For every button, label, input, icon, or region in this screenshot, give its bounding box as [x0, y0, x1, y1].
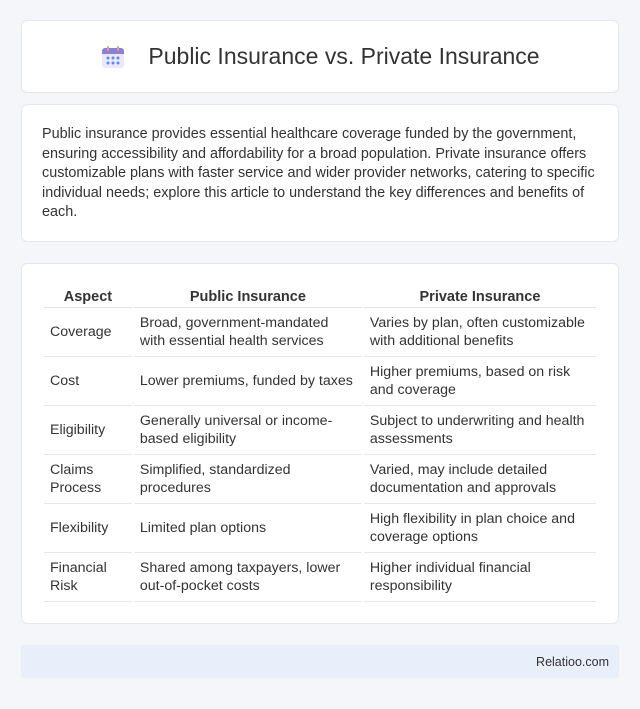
- table-row: [44, 553, 596, 602]
- cell-public: Broad, government-mandated with essential health services: [134, 308, 362, 357]
- cell-public: Generally universal or income-based eligibility: [134, 406, 362, 455]
- cell-aspect: Eligibility: [44, 406, 132, 455]
- footer-bar: [21, 645, 619, 678]
- cell-public: Lower premiums, funded by taxes: [134, 357, 362, 406]
- page-title: Public Insurance vs. Private Insurance: [148, 43, 540, 69]
- table-row: [44, 455, 596, 504]
- cell-private: High flexibility in plan choice and coverage options: [364, 504, 596, 553]
- cell-private: Subject to underwriting and health assessments: [364, 406, 596, 455]
- comparison-table: [42, 284, 598, 602]
- cell-aspect: Cost: [44, 357, 132, 406]
- intro-card: [21, 104, 619, 242]
- header-aspect: Aspect: [44, 284, 132, 308]
- table-row: [44, 357, 596, 406]
- table-row: [44, 308, 596, 357]
- header-public-insurance: Public Insurance: [134, 284, 362, 308]
- cell-private: Higher premiums, based on risk and coverage: [364, 357, 596, 406]
- cell-private: Higher individual financial responsibility: [364, 553, 596, 602]
- table-row: [44, 504, 596, 553]
- cell-private: Varied, may include detailed documentation and approvals: [364, 455, 596, 504]
- table-row: [44, 406, 596, 455]
- cell-aspect: Flexibility: [44, 504, 132, 553]
- cell-public: Limited plan options: [134, 504, 362, 553]
- calendar-icon: [100, 44, 126, 70]
- table-header-row: [44, 284, 596, 308]
- cell-aspect: Coverage: [44, 308, 132, 357]
- intro-paragraph: Public insurance provides essential healthcare coverage funded by the government, ensuring accessibility and affordability for a broad population. Private insurance offers customizable plans with faster service and wider provider networks, catering to specific individual needs; explore this article to understand the key differences and benefits of each.: [42, 126, 595, 220]
- title-card: [21, 20, 619, 93]
- cell-public: Shared among taxpayers, lower out-of-pocket costs: [134, 553, 362, 602]
- cell-aspect: Claims Process: [44, 455, 132, 504]
- cell-aspect: Financial Risk: [44, 553, 132, 602]
- cell-private: Varies by plan, often customizable with additional benefits: [364, 308, 596, 357]
- comparison-table-card: [21, 263, 619, 624]
- footer-brand-link[interactable]: Relatioo.com: [536, 654, 609, 669]
- header-private-insurance: Private Insurance: [364, 284, 596, 308]
- cell-public: Simplified, standardized procedures: [134, 455, 362, 504]
